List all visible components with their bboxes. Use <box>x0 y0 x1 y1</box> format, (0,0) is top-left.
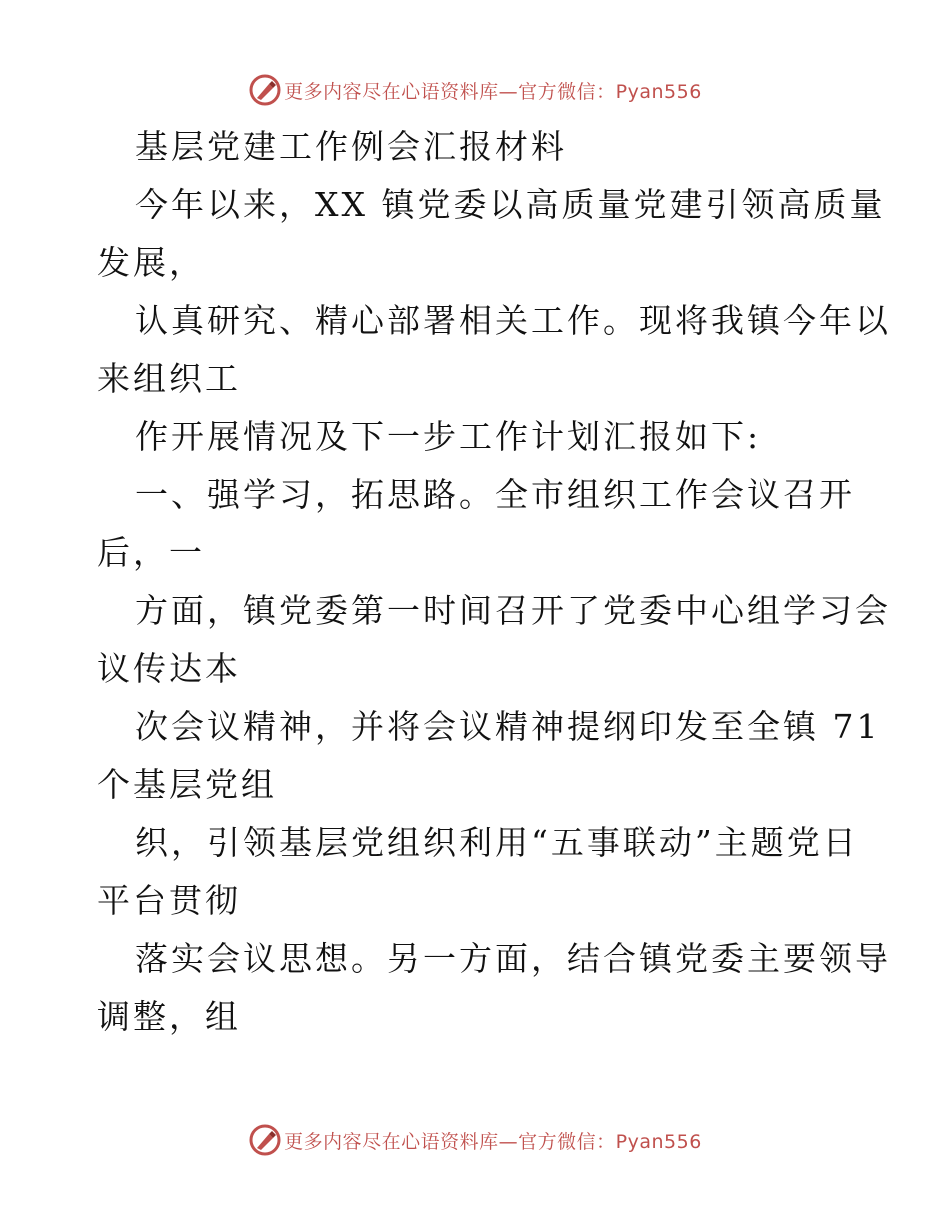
text-line: 来组织工 <box>97 359 241 398</box>
text-line: 平台贯彻 <box>97 881 241 920</box>
pen-logo-icon <box>248 1123 282 1157</box>
text-line: 落实会议思想。另一方面，结合镇党委主要领导 <box>135 939 891 978</box>
text-line: 调整，组 <box>97 997 241 1036</box>
text-line: 织，引领基层党组织利用“五事联动”主题党日 <box>135 823 859 862</box>
text-line: 今年以来，XX 镇党委以高质量党建引领高质量 <box>135 185 886 224</box>
text-line: 一、强学习，拓思路。全市组织工作会议召开 <box>135 475 855 514</box>
text-line: 议传达本 <box>97 649 241 688</box>
text-line: 发展， <box>97 243 205 282</box>
watermark-text-bottom: 更多内容尽在心语资料库—官方微信：Pyan556 <box>284 1130 702 1153</box>
document-title: 基层党建工作例会汇报材料 <box>135 127 567 166</box>
text-line: 个基层党组 <box>97 765 277 804</box>
text-line: 次会议精神，并将会议精神提纲印发至全镇 71 <box>135 707 881 746</box>
pen-logo-icon <box>248 73 282 107</box>
watermark-banner-bottom <box>0 1120 950 1160</box>
text-line: 作开展情况及下一步工作计划汇报如下: <box>135 417 762 456</box>
watermark-banner-top <box>0 70 950 110</box>
watermark-text-top: 更多内容尽在心语资料库—官方微信：Pyan556 <box>284 80 702 103</box>
text-line: 后，一 <box>97 533 205 572</box>
text-line: 方面，镇党委第一时间召开了党委中心组学习会 <box>135 591 891 630</box>
text-line: 认真研究、精心部署相关工作。现将我镇今年以 <box>135 301 891 340</box>
